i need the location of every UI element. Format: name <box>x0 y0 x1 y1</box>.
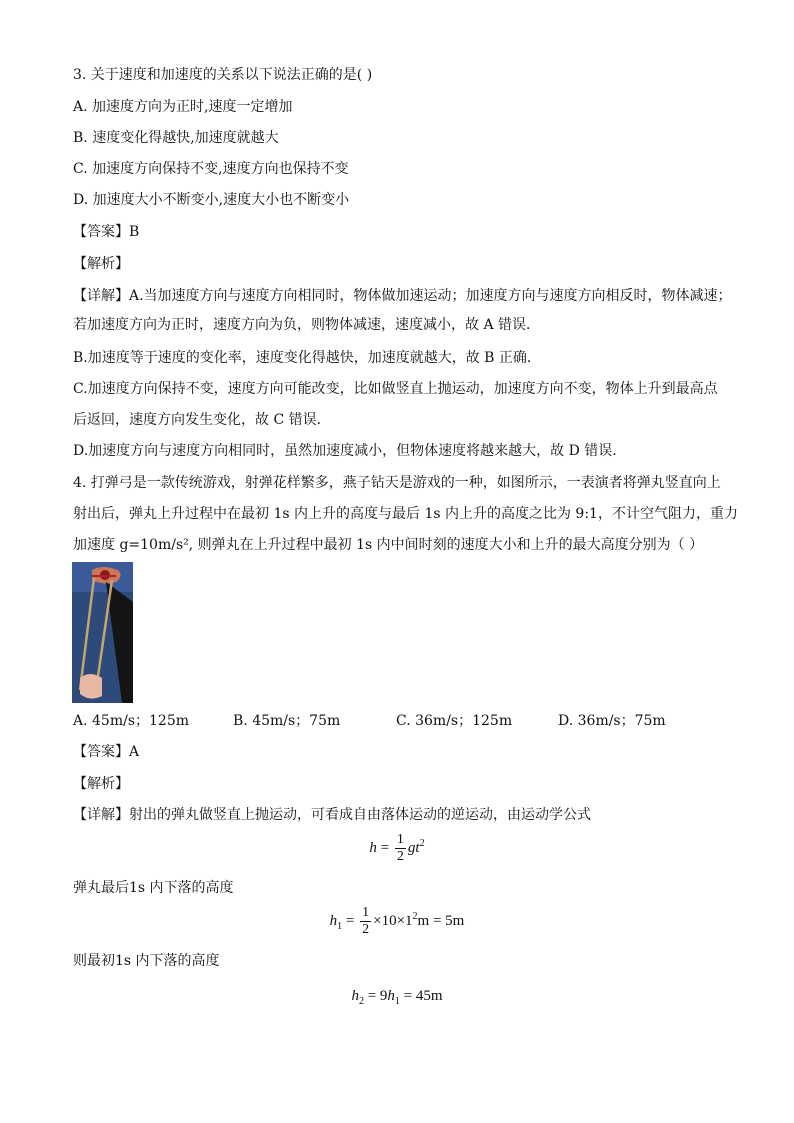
q4-detail: 【详解】射出的弹丸做竖直上抛运动，可看成自由落体运动的逆运动，由运动学公式 <box>73 807 591 823</box>
q3-detail-line-2: 若加速度方向为正时，速度方向为负，则物体减速，速度减小，故 A 错误． <box>73 317 541 333</box>
q3-stem: 3. 关于速度和加速度的关系以下说法正确的是( ) <box>73 67 373 83</box>
q4-stem-line-3: 加速度 g=10m/s², 则弹丸在上升过程中最初 1s 内中间时刻的速度大小和上升的最大高度分别为（ ） <box>73 537 704 553</box>
q4-option-a: A. 45m/s；125m <box>73 713 189 729</box>
q3-analysis-label: 【解析】 <box>73 256 129 272</box>
q4-option-c: C. 36m/s；125m <box>396 713 513 729</box>
q4-answer: 【答案】A <box>73 744 140 760</box>
q4-text-last-second: 弹丸最后1s 内下落的高度 <box>73 880 234 896</box>
q3-detail-line-4: C.加速度方向保持不变，速度方向可能改变，比如做竖直上抛运动，加速度方向不变，物体上升到最高点 <box>73 381 718 397</box>
q3-detail-line-6: D.加速度方向与速度方向相同时，虽然加速度减小，但物体速度将越来越大，故 D 错误． <box>73 443 627 459</box>
q3-option-a: A. 加速度方向为正时,速度一定增加 <box>73 99 293 115</box>
q4-option-b: B. 45m/s；75m <box>233 713 341 729</box>
q4-stem-line-2: 射出后，弹丸上升过程中在最初 1s 内上升的高度与最后 1s 内上升的高度之比为 9:1，不计空气阻力，重力 <box>73 506 738 522</box>
q4-option-d: D. 36m/s；75m <box>558 713 666 729</box>
q3-option-c: C. 加速度方向保持不变,速度方向也保持不变 <box>73 161 349 177</box>
q3-option-d: D. 加速度大小不断变小,速度大小也不断变小 <box>73 192 350 208</box>
formula-h1: $h_1$ = $\frac{1}{2}$ $\times 10\times 1^2m = 5m$ <box>329 905 465 937</box>
q4-text-first-second: 则最初1s 内下落的高度 <box>73 953 220 969</box>
q3-detail-line-5: 后返回，速度方向发生变化，故 C 错误． <box>73 412 331 428</box>
q3-detail-line-1: 【详解】A.当加速度方向与速度方向相同时，物体做加速运动；加速度方向与速度方向相反时，物体减速； <box>73 288 732 304</box>
q4-stem-line-1: 4. 打弹弓是一款传统游戏，射弹花样繁多，燕子钻天是游戏的一种，如图所示，一表演者将弹丸竖直向上 <box>73 475 721 491</box>
formula-free-fall: h = $\frac{1}{2}$ $gt^2$ <box>369 832 425 864</box>
formula-h2: $h_2 = 9h_1 = 45m$ <box>351 988 443 1007</box>
q3-option-b: B. 速度变化得越快,加速度就越大 <box>73 130 279 146</box>
slingshot-photo <box>72 562 133 703</box>
q3-detail-line-3: B.加速度等于速度的变化率，速度变化得越快，加速度就越大，故 B 正确． <box>73 350 541 366</box>
q3-answer: 【答案】B <box>73 224 140 240</box>
q4-analysis-label: 【解析】 <box>73 776 129 792</box>
